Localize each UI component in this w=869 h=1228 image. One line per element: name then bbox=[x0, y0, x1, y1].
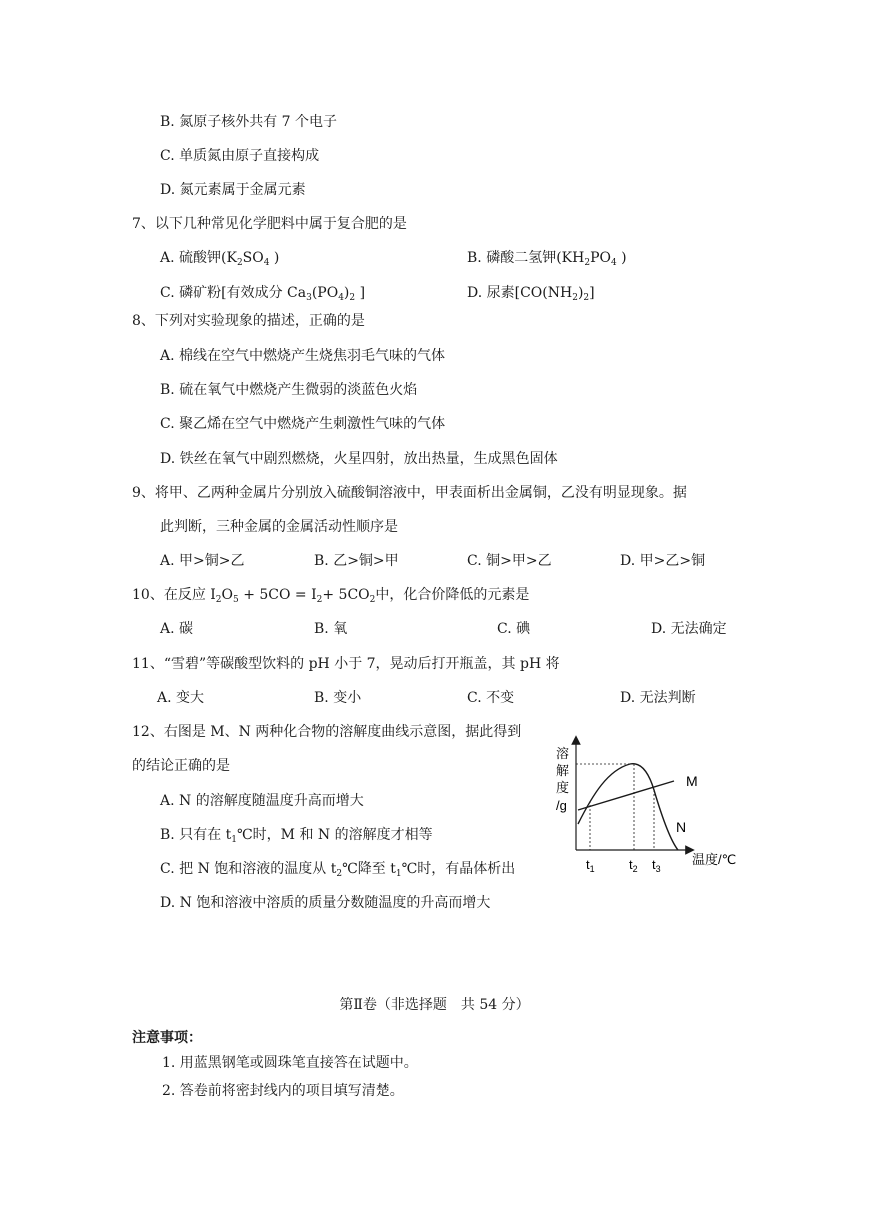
q12-option-c: C. 把 N 饱和溶液的温度从 $t_2℃$降至 $t_1℃$时，有晶体析出 bbox=[160, 861, 516, 879]
q8-option-a: A. 棉线在空气中燃烧产生烧焦羽毛气味的气体 bbox=[160, 348, 446, 364]
q10-stem: 10、在反应 $I_2O_5 + 5CO = I_2+ 5CO_2$中，化合价降低的元素是 bbox=[132, 587, 530, 605]
q9-option-c: C. 铜>甲>乙 bbox=[467, 553, 552, 569]
q7-option-d: D. 尿素$[CO(NH_2)_2]$ bbox=[467, 285, 595, 303]
y-axis-label-4: /g bbox=[556, 798, 567, 813]
y-axis-label-1: 溶 bbox=[556, 746, 570, 761]
tick-t3: $t_3$ bbox=[652, 857, 661, 874]
curve-n-label: N bbox=[676, 819, 687, 835]
q12-option-d: D. N 饱和溶液中溶质的质量分数随温度的升高而增大 bbox=[160, 895, 491, 911]
q8-stem: 8、下列对实验现象的描述，正确的是 bbox=[132, 313, 365, 329]
tick-t2: $t_2$ bbox=[629, 857, 638, 874]
q12-stem-line2: 的结论正确的是 bbox=[132, 758, 230, 774]
section2-title: 第Ⅱ卷（非选择题 共 54 分） bbox=[339, 997, 530, 1013]
q10-option-d: D. 无法确定 bbox=[651, 621, 727, 637]
q6-option-c: C. 单质氮由原子直接构成 bbox=[160, 148, 320, 164]
q8-option-d: D. 铁丝在氧气中剧烈燃烧，火星四射，放出热量，生成黑色固体 bbox=[160, 451, 558, 467]
y-axis-label-2: 解 bbox=[556, 763, 570, 778]
q9-option-d: D. 甲>乙>铜 bbox=[620, 553, 706, 569]
x-axis-label: 温度/℃ bbox=[692, 852, 737, 867]
y-axis-label-3: 度 bbox=[556, 780, 570, 795]
q10-option-a: A. 碳 bbox=[160, 621, 194, 637]
solubility-curve-diagram bbox=[548, 732, 758, 877]
curve-m-label: M bbox=[686, 773, 698, 789]
q12-option-b: B. 只有在 $t_1℃$时，M 和 N 的溶解度才相等 bbox=[160, 827, 433, 845]
q12-stem-line1: 12、右图是 M、N 两种化合物的溶解度曲线示意图，据此得到 bbox=[132, 724, 522, 740]
q7-option-b: B. 磷酸二氢钾($KH_2PO_4$ ) bbox=[467, 250, 627, 268]
curve-n bbox=[578, 764, 678, 850]
q8-option-c: C. 聚乙烯在空气中燃烧产生刺激性气味的气体 bbox=[160, 416, 446, 432]
notice-heading: 注意事项： bbox=[132, 1030, 202, 1046]
q7-stem: 7、以下几种常见化学肥料中属于复合肥的是 bbox=[132, 216, 407, 232]
q9-option-a: A. 甲>铜>乙 bbox=[160, 553, 245, 569]
q11-option-d: D. 无法判断 bbox=[620, 690, 696, 706]
tick-t1: $t_1$ bbox=[586, 857, 595, 874]
q12-option-a: A. N 的溶解度随温度升高而增大 bbox=[160, 793, 364, 809]
q10-option-b: B. 氧 bbox=[314, 621, 348, 637]
q11-option-a: A. 变大 bbox=[157, 690, 205, 706]
notice-item-2: 2. 答卷前将密封线内的项目填写清楚。 bbox=[162, 1083, 404, 1099]
q6-option-d: D. 氮元素属于金属元素 bbox=[160, 182, 306, 198]
q11-stem: 11、“雪碧”等碳酸型饮料的 pH 小于 7，晃动后打开瓶盖，其 pH 将 bbox=[132, 656, 560, 672]
q10-option-c: C. 碘 bbox=[497, 621, 531, 637]
q11-option-b: B. 变小 bbox=[314, 690, 362, 706]
notice-item-1: 1. 用蓝黑钢笔或圆珠笔直接答在试题中。 bbox=[162, 1055, 418, 1071]
q7-option-a: A. 硫酸钾($K_2SO_4$ ) bbox=[160, 250, 280, 268]
curve-m bbox=[578, 781, 674, 810]
q6-option-b: B. 氮原子核外共有 7 个电子 bbox=[160, 114, 337, 130]
q9-stem-line1: 9、将甲、乙两种金属片分别放入硫酸铜溶液中，甲表面析出金属铜，乙没有明显现象。据 bbox=[132, 485, 687, 501]
q7-option-c: C. 磷矿粉[有效成分 $Ca_3(PO_4)_2$ ] bbox=[160, 285, 366, 303]
q8-option-b: B. 硫在氧气中燃烧产生微弱的淡蓝色火焰 bbox=[160, 382, 418, 398]
q9-stem-line2: 此判断，三种金属的金属活动性顺序是 bbox=[160, 519, 398, 535]
q11-option-c: C. 不变 bbox=[467, 690, 515, 706]
q9-option-b: B. 乙>铜>甲 bbox=[314, 553, 399, 569]
